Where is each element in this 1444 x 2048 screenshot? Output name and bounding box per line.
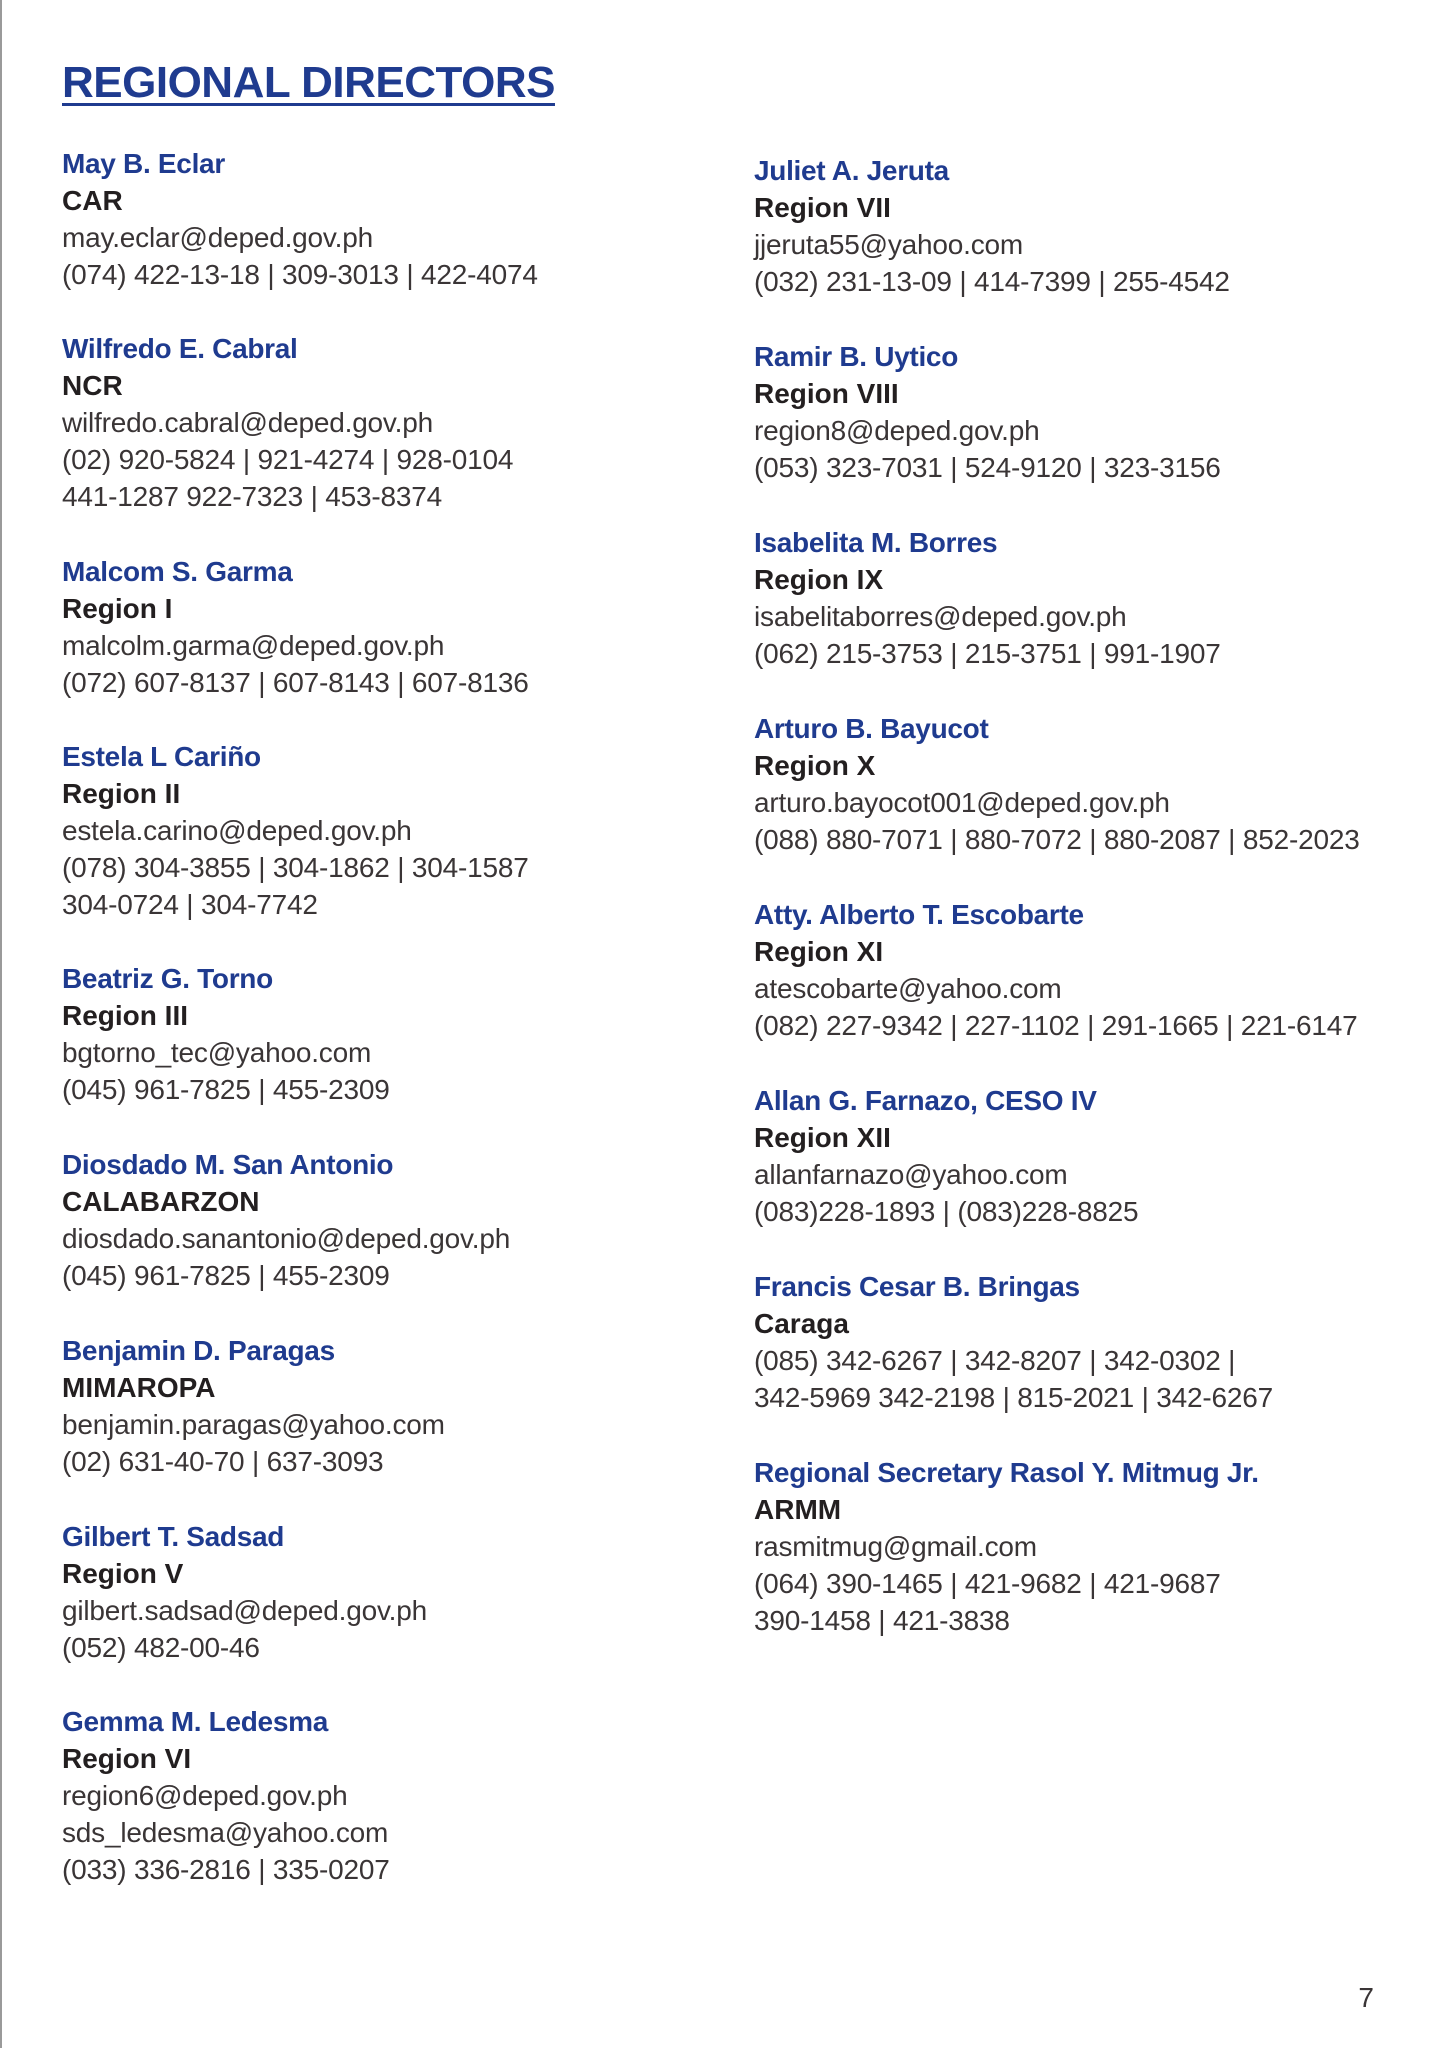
director-email: diosdado.sanantonio@deped.gov.ph — [62, 1223, 511, 1254]
director-region: Region II — [62, 778, 181, 809]
director-name: Malcom S. Garma — [62, 556, 293, 587]
director-entry — [754, 524, 1414, 672]
director-phone: (085) 342-6267 | 342-8207 | 342-0302 | — [754, 1345, 1236, 1376]
director-region: Region XII — [754, 1122, 891, 1153]
director-phone: (062) 215-3753 | 215-3751 | 991-1907 — [754, 638, 1221, 669]
director-phone: (052) 482-00-46 — [62, 1632, 260, 1663]
director-name: Atty. Alberto T. Escobarte — [754, 899, 1084, 930]
director-email: wilfredo.cabral@deped.gov.ph — [62, 407, 433, 438]
director-email: malcolm.garma@deped.gov.ph — [62, 630, 445, 661]
director-name: Benjamin D. Paragas — [62, 1335, 335, 1366]
director-email: isabelitaborres@deped.gov.ph — [754, 601, 1127, 632]
director-name: Francis Cesar B. Bringas — [754, 1271, 1080, 1302]
director-region: CAR — [62, 185, 123, 216]
director-email: may.eclar@deped.gov.ph — [62, 222, 373, 253]
director-entry — [754, 152, 1414, 300]
director-name: Juliet A. Jeruta — [754, 155, 949, 186]
director-region: Region IX — [754, 564, 884, 595]
director-name: Estela L Cariño — [62, 741, 261, 772]
director-phone: (088) 880-7071 | 880-7072 | 880-2087 | 852-2023 — [754, 824, 1360, 855]
director-region: Region X — [754, 750, 876, 781]
director-region: Region I — [62, 593, 173, 624]
director-entry — [62, 1703, 702, 1888]
director-name: Ramir B. Uytico — [754, 341, 958, 372]
director-entry — [62, 553, 702, 701]
director-name: Arturo B. Bayucot — [754, 713, 989, 744]
director-region: CALABARZON — [62, 1186, 260, 1217]
director-entry — [754, 1268, 1414, 1416]
director-name: Isabelita M. Borres — [754, 527, 998, 558]
director-entry — [754, 896, 1414, 1044]
director-phone: 342-5969 342-2198 | 815-2021 | 342-6267 — [754, 1382, 1273, 1413]
director-email: bgtorno_tec@yahoo.com — [62, 1037, 372, 1068]
director-region: Region XI — [754, 936, 884, 967]
director-email: arturo.bayocot001@deped.gov.ph — [754, 787, 1170, 818]
director-region: Region III — [62, 1000, 188, 1031]
director-region: Region V — [62, 1558, 184, 1589]
director-region: Region VIII — [754, 378, 899, 409]
page-number: 7 — [1358, 1982, 1374, 2013]
director-entry — [62, 1518, 702, 1666]
director-email: sds_ledesma@yahoo.com — [62, 1817, 389, 1848]
director-name: Wilfredo E. Cabral — [62, 333, 298, 364]
director-phone: 441-1287 922-7323 | 453-8374 — [62, 481, 443, 512]
director-email: region6@deped.gov.ph — [62, 1780, 348, 1811]
page-left-border — [0, 0, 2, 2048]
director-entry — [754, 338, 1414, 486]
director-email: gilbert.sadsad@deped.gov.ph — [62, 1595, 427, 1626]
director-region: Caraga — [754, 1308, 849, 1339]
director-region: Region VI — [62, 1743, 192, 1774]
director-name: Gilbert T. Sadsad — [62, 1521, 285, 1552]
director-phone: (053) 323-7031 | 524-9120 | 323-3156 — [754, 452, 1221, 483]
director-region: NCR — [62, 370, 123, 401]
director-name: Diosdado M. San Antonio — [62, 1149, 394, 1180]
director-email: region8@deped.gov.ph — [754, 415, 1040, 446]
director-entry — [754, 1454, 1414, 1639]
director-email: benjamin.paragas@yahoo.com — [62, 1409, 445, 1440]
director-entry — [62, 1332, 702, 1480]
director-phone: (045) 961-7825 | 455-2309 — [62, 1074, 390, 1105]
director-phone: 304-0724 | 304-7742 — [62, 889, 318, 920]
director-entry — [62, 330, 702, 515]
director-name: Beatriz G. Torno — [62, 963, 273, 994]
director-region: MIMAROPA — [62, 1372, 216, 1403]
director-entry — [754, 1082, 1414, 1230]
director-entry — [62, 960, 702, 1108]
director-name: May B. Eclar — [62, 148, 225, 179]
page-title: REGIONAL DIRECTORS — [62, 58, 555, 107]
director-region: ARMM — [754, 1494, 842, 1525]
director-entry — [754, 710, 1414, 858]
director-phone: (033) 336-2816 | 335-0207 — [62, 1854, 390, 1885]
director-phone: (083)228-1893 | (083)228-8825 — [754, 1196, 1139, 1227]
director-phone: (045) 961-7825 | 455-2309 — [62, 1260, 390, 1291]
director-phone: (072) 607-8137 | 607-8143 | 607-8136 — [62, 667, 529, 698]
director-phone: (064) 390-1465 | 421-9682 | 421-9687 — [754, 1568, 1221, 1599]
director-entry — [62, 738, 702, 923]
director-name: Regional Secretary Rasol Y. Mitmug Jr. — [754, 1457, 1259, 1488]
director-email: jjeruta55@yahoo.com — [754, 229, 1023, 260]
director-name: Allan G. Farnazo, CESO IV — [754, 1085, 1097, 1116]
director-phone: (082) 227-9342 | 227-1102 | 291-1665 | 221-6147 — [754, 1010, 1358, 1041]
director-entry — [62, 1146, 702, 1294]
director-email: atescobarte@yahoo.com — [754, 973, 1062, 1004]
director-phone: (032) 231-13-09 | 414-7399 | 255-4542 — [754, 266, 1230, 297]
director-entry — [62, 145, 702, 293]
director-phone: 390-1458 | 421-3838 — [754, 1605, 1010, 1636]
director-phone: (078) 304-3855 | 304-1862 | 304-1587 — [62, 852, 529, 883]
director-phone: (074) 422-13-18 | 309-3013 | 422-4074 — [62, 259, 538, 290]
director-email: allanfarnazo@yahoo.com — [754, 1159, 1068, 1190]
director-phone: (02) 631-40-70 | 637-3093 — [62, 1446, 384, 1477]
director-phone: (02) 920-5824 | 921-4274 | 928-0104 — [62, 444, 514, 475]
director-name: Gemma M. Ledesma — [62, 1706, 328, 1737]
director-region: Region VII — [754, 192, 891, 223]
director-email: estela.carino@deped.gov.ph — [62, 815, 412, 846]
director-email: rasmitmug@gmail.com — [754, 1531, 1037, 1562]
